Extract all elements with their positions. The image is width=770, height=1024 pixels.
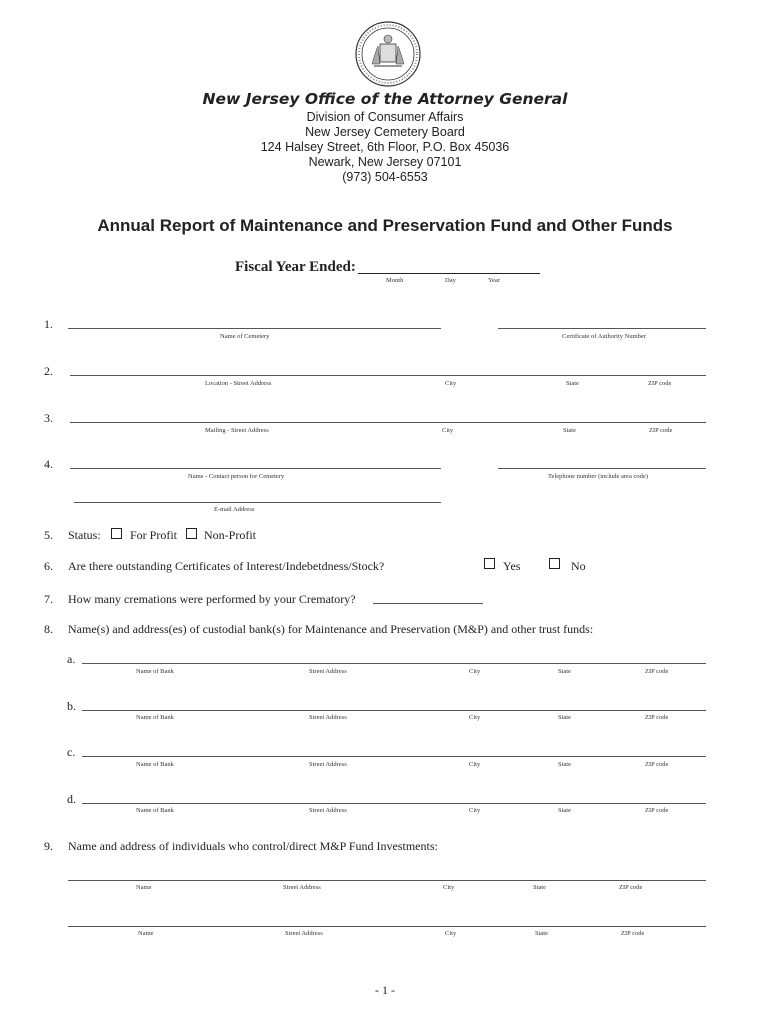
item-8-number: 8. [44, 622, 53, 636]
address-line-2: New Jersey Cemetery Board [305, 125, 465, 139]
state-caption: State [558, 668, 571, 675]
non-profit-checkbox[interactable] [186, 528, 197, 539]
form-title: Annual Report of Maintenance and Preservation Fund and Other Funds [97, 216, 673, 235]
contact-caption: Name - Contact person for Cemetery [188, 473, 285, 480]
bank-c-field[interactable] [82, 756, 706, 757]
bank-caption: Name of Bank [136, 761, 174, 768]
bank-a-field[interactable] [82, 663, 706, 664]
city-caption: City [445, 930, 457, 937]
cremations-question: How many cremations were performed by your Crematory? [68, 592, 356, 606]
address-line-1: Division of Consumer Affairs [306, 110, 464, 124]
address-line-5: (973) 504-6553 [342, 170, 428, 184]
individual-1-field[interactable] [68, 880, 706, 881]
city-caption: City [445, 380, 457, 387]
zip-caption: ZIP code [648, 380, 672, 387]
state-caption: State [533, 884, 546, 891]
telephone-caption: Telephone number (include area code) [548, 473, 648, 480]
street-caption: Street Address [309, 807, 347, 814]
item-1-number: 1. [44, 317, 53, 331]
yes-checkbox[interactable] [484, 558, 495, 569]
state-caption: State [563, 427, 576, 434]
street-caption: Street Address [285, 930, 323, 937]
bank-b-letter: b. [67, 699, 76, 713]
bank-d-field[interactable] [82, 803, 706, 804]
state-caption: State [566, 380, 579, 387]
email-field[interactable] [74, 502, 441, 503]
address-line-3: 124 Halsey Street, 6th Floor, P.O. Box 45036 [260, 140, 510, 154]
day-caption: Day [445, 277, 456, 284]
item-4-number: 4. [44, 457, 53, 471]
bank-caption: Name of Bank [136, 714, 174, 721]
zip-caption: ZIP code [645, 668, 669, 675]
street-caption: Street Address [309, 761, 347, 768]
bank-d-letter: d. [67, 792, 76, 806]
for-profit-checkbox[interactable] [111, 528, 122, 539]
no-checkbox[interactable] [549, 558, 560, 569]
state-caption: State [558, 714, 571, 721]
fiscal-year-label: Fiscal Year Ended: [235, 259, 356, 275]
non-profit-label: Non-Profit [204, 528, 256, 542]
page-number: - 1 - [375, 983, 395, 997]
item-2-number: 2. [44, 364, 53, 378]
zip-caption: ZIP code [645, 714, 669, 721]
certificates-question: Are there outstanding Certificates of Interest/Indebetdness/Stock? [68, 559, 385, 573]
zip-caption: ZIP code [645, 807, 669, 814]
bank-c-letter: c. [67, 745, 76, 759]
city-caption: City [469, 714, 481, 721]
state-seal [354, 20, 422, 88]
item-5-number: 5. [44, 528, 53, 542]
month-caption: Month [386, 277, 404, 284]
item-6-number: 6. [44, 559, 53, 573]
yes-label: Yes [503, 559, 521, 573]
cemetery-name-field[interactable] [68, 328, 441, 329]
certificate-number-field[interactable] [498, 328, 706, 329]
year-caption: Year [488, 277, 500, 284]
individual-2-field[interactable] [68, 926, 706, 927]
state-caption: State [558, 807, 571, 814]
state-caption: State [558, 761, 571, 768]
certificate-caption: Certificate of Authority Number [562, 333, 646, 340]
city-caption: City [469, 668, 481, 675]
state-caption: State [535, 930, 548, 937]
cremations-field[interactable] [373, 603, 483, 604]
city-caption: City [469, 761, 481, 768]
street-caption: Street Address [309, 668, 347, 675]
zip-caption: ZIP code [619, 884, 643, 891]
street-caption: Street Address [283, 884, 321, 891]
agency-name: New Jersey Office of the Attorney General [202, 90, 568, 108]
city-caption: City [443, 884, 455, 891]
status-label: Status: [68, 528, 101, 542]
zip-caption: ZIP code [645, 761, 669, 768]
item-9-number: 9. [44, 839, 53, 853]
name-caption: Name [138, 930, 154, 937]
mailing-caption: Mailing - Street Address [205, 427, 269, 434]
item-3-number: 3. [44, 411, 53, 425]
contact-person-field[interactable] [70, 468, 441, 469]
location-caption: Location - Street Address [205, 380, 272, 387]
location-address-field[interactable] [70, 375, 706, 376]
telephone-field[interactable] [498, 468, 706, 469]
zip-caption: ZIP code [649, 427, 673, 434]
fiscal-year-field[interactable] [358, 273, 540, 274]
street-caption: Street Address [309, 714, 347, 721]
cemetery-name-caption: Name of Cemetery [220, 333, 270, 340]
bank-caption: Name of Bank [136, 807, 174, 814]
name-caption: Name [136, 884, 152, 891]
city-caption: City [469, 807, 481, 814]
item-7-number: 7. [44, 592, 53, 606]
for-profit-label: For Profit [130, 528, 178, 542]
bank-a-letter: a. [67, 652, 76, 666]
email-caption: E-mail Address [214, 506, 255, 513]
bank-caption: Name of Bank [136, 668, 174, 675]
zip-caption: ZIP code [621, 930, 645, 937]
bank-b-field[interactable] [82, 710, 706, 711]
individuals-question: Name and address of individuals who control/direct M&P Fund Investments: [68, 839, 438, 853]
custodial-banks-question: Name(s) and address(es) of custodial bank(s) for Maintenance and Preservation (M&P) and other trust funds: [68, 622, 594, 636]
mailing-address-field[interactable] [70, 422, 706, 423]
city-caption: City [442, 427, 454, 434]
no-label: No [571, 559, 586, 573]
address-line-4: Newark, New Jersey 07101 [308, 155, 462, 169]
